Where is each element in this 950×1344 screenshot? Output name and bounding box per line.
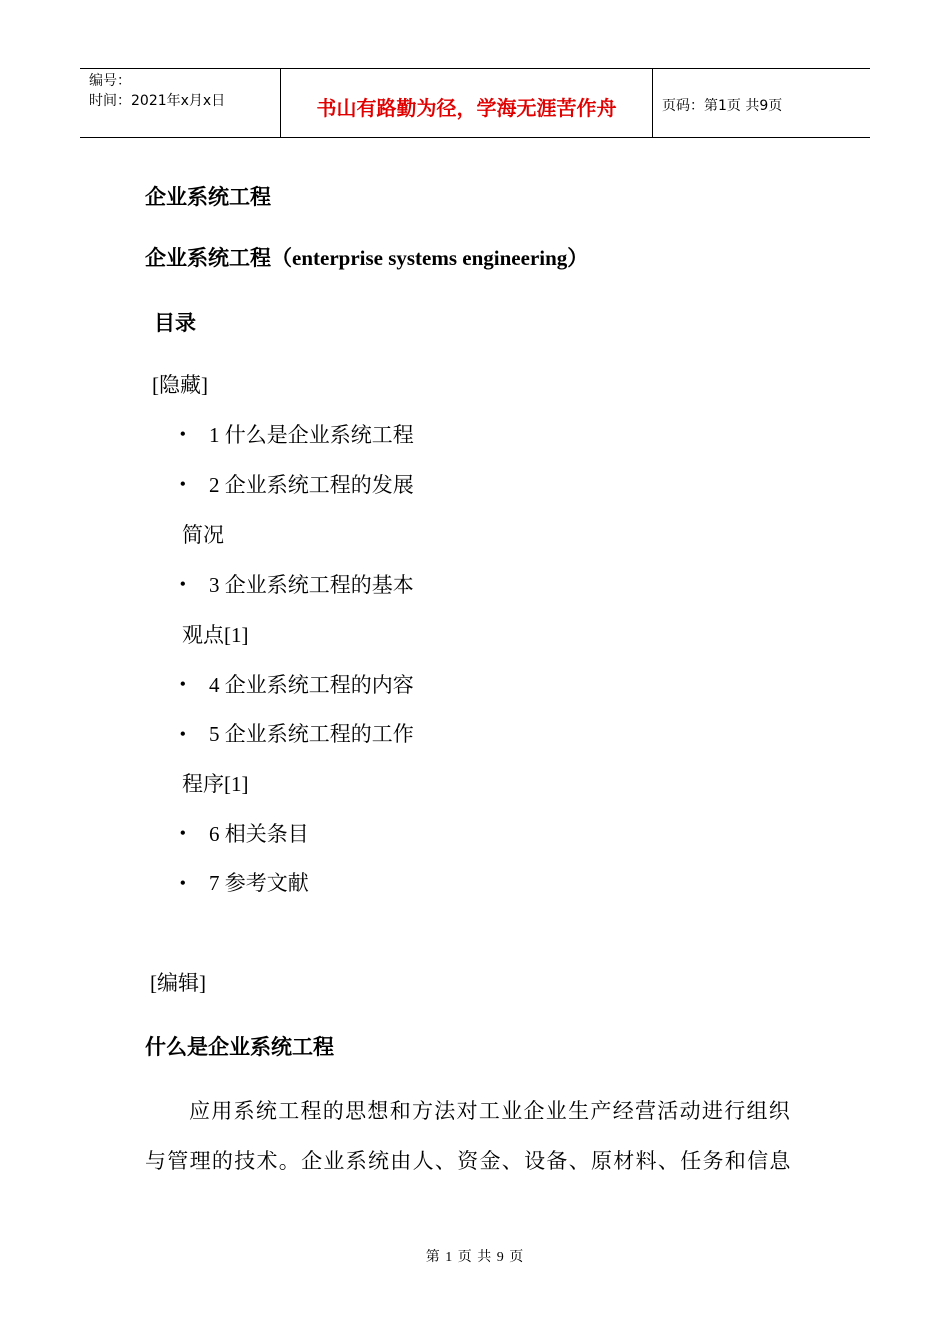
- edit-link[interactable]: [编辑]: [150, 971, 206, 995]
- bullet-icon: •: [180, 426, 186, 443]
- toc-item-3-cont[interactable]: 观点[1]: [182, 623, 249, 647]
- doc-subtitle: 企业系统工程（enterprise systems engineering）: [145, 246, 589, 270]
- doc-number-label: 编号：: [89, 73, 131, 89]
- toc-item-2[interactable]: 2 企业系统工程的发展: [209, 473, 414, 497]
- toc-item-5-cont[interactable]: 程序[1]: [182, 772, 249, 796]
- bullet-icon: •: [180, 576, 186, 593]
- header-meta-cell: [80, 69, 281, 137]
- toc-item-2-cont[interactable]: 简况: [182, 523, 224, 547]
- toc-toggle-link[interactable]: [隐藏]: [152, 373, 208, 397]
- header-page-label: 页码：第1页 共9页: [662, 98, 783, 114]
- toc-item-4[interactable]: 4 企业系统工程的内容: [209, 673, 414, 697]
- document-header: [80, 68, 870, 138]
- bullet-icon: •: [180, 825, 186, 842]
- doc-date-label: 时间：2021年x月x日: [89, 93, 226, 109]
- bullet-icon: •: [180, 875, 186, 892]
- paragraph-line-2: 与管理的技术。企业系统由人、资金、设备、原材料、任务和信息: [145, 1149, 792, 1173]
- section-heading: 什么是企业系统工程: [145, 1035, 334, 1059]
- toc-item-3[interactable]: 3 企业系统工程的基本: [209, 573, 414, 597]
- doc-title: 企业系统工程: [145, 185, 271, 209]
- toc-item-7[interactable]: 7 参考文献: [209, 871, 309, 895]
- bullet-icon: •: [180, 676, 186, 693]
- bullet-icon: •: [180, 476, 186, 493]
- header-motto: 书山有路勤为径，学海无涯苦作舟: [281, 69, 653, 137]
- toc-item-5[interactable]: 5 企业系统工程的工作: [209, 722, 414, 746]
- toc-heading: 目录: [154, 311, 196, 335]
- page-footer: 第 1 页 共 9 页: [425, 1250, 525, 1265]
- paragraph-line-1: 应用系统工程的思想和方法对工业企业生产经营活动进行组织: [189, 1099, 792, 1123]
- bullet-icon: •: [180, 726, 186, 743]
- toc-item-6[interactable]: 6 相关条目: [209, 822, 309, 846]
- toc-item-1[interactable]: 1 什么是企业系统工程: [209, 423, 414, 447]
